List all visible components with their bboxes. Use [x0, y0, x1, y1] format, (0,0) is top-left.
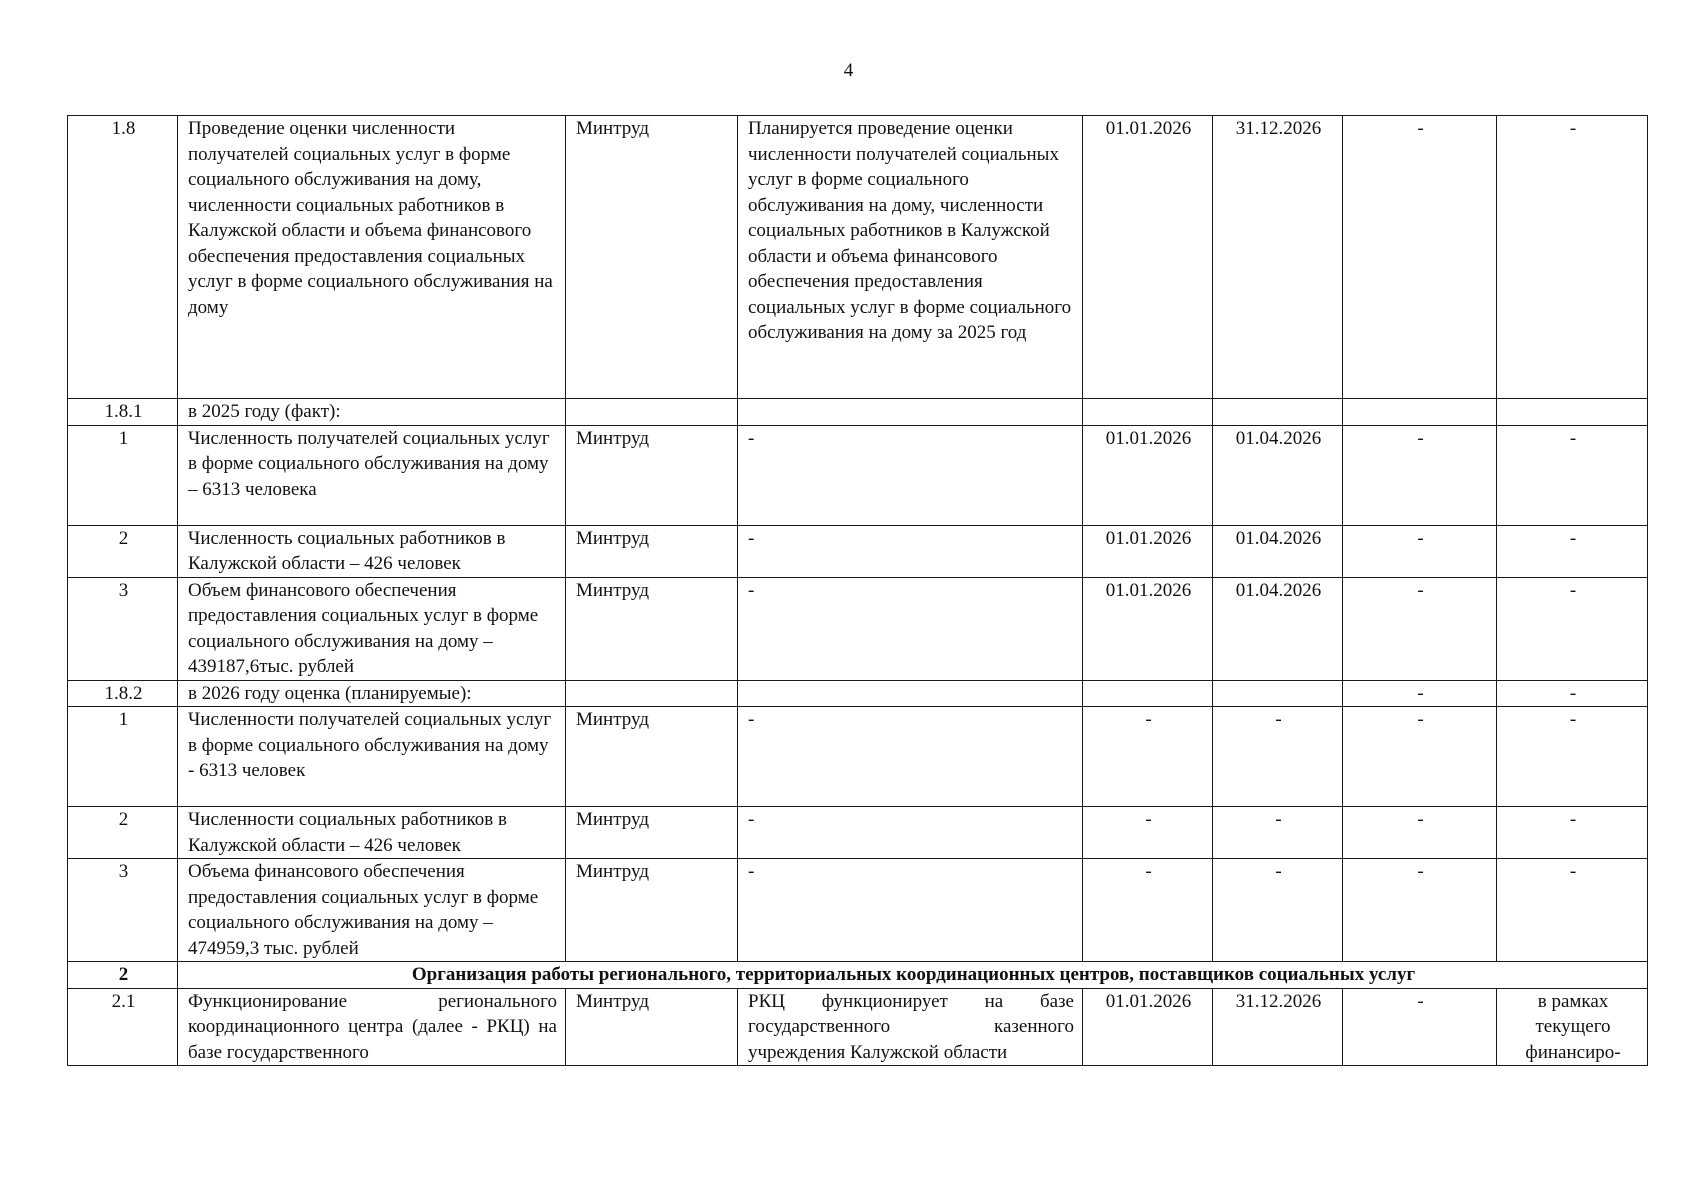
measure-name: Численность социальных работников в Калужской области – 426 человек	[178, 525, 566, 577]
column-8-value: в рамках текущего финансиро-	[1497, 988, 1648, 1066]
column-8-value: -	[1497, 525, 1648, 577]
end-date: -	[1213, 807, 1343, 859]
start-date	[1083, 680, 1213, 707]
result: -	[738, 859, 1083, 962]
end-date: 31.12.2026	[1213, 116, 1343, 399]
column-8-value: -	[1497, 680, 1648, 707]
row-number: 3	[68, 577, 178, 680]
start-date	[1083, 399, 1213, 426]
table-row	[68, 525, 1648, 577]
column-7-value: -	[1343, 577, 1497, 680]
section-header-row	[68, 962, 1648, 989]
end-date: 01.04.2026	[1213, 525, 1343, 577]
executor: Минтруд	[566, 577, 738, 680]
table-row	[68, 707, 1648, 807]
table-row	[68, 116, 1648, 399]
row-number: 2	[68, 525, 178, 577]
row-number: 1.8.2	[68, 680, 178, 707]
start-date: -	[1083, 707, 1213, 807]
row-number: 2	[68, 807, 178, 859]
row-number: 1	[68, 425, 178, 525]
table-row	[68, 399, 1648, 426]
end-date: -	[1213, 859, 1343, 962]
end-date: 01.04.2026	[1213, 577, 1343, 680]
measure-name: Объем финансового обеспечения предоставления социальных услуг в форме социального обслуживания на дому – 439187,6тыс. рублей	[178, 577, 566, 680]
start-date: 01.01.2026	[1083, 116, 1213, 399]
start-date: -	[1083, 859, 1213, 962]
section-number: 2	[68, 962, 178, 989]
start-date: -	[1083, 807, 1213, 859]
table-row	[68, 807, 1648, 859]
column-8-value: -	[1497, 116, 1648, 399]
result: -	[738, 577, 1083, 680]
result	[738, 680, 1083, 707]
measure-name: Проведение оценки численности получателей социальных услуг в форме социального обслуживания на дому, численности социальных работников в Калужской области и объема финансового обеспечения предоставления социальных услуг в форме социального обслуживания на дому	[178, 116, 566, 399]
start-date: 01.01.2026	[1083, 425, 1213, 525]
column-7-value: -	[1343, 707, 1497, 807]
column-8-value: -	[1497, 859, 1648, 962]
end-date: 31.12.2026	[1213, 988, 1343, 1066]
measure-name: Численность получателей социальных услуг в форме социального обслуживания на дому – 6313 человека	[178, 425, 566, 525]
measure-name: Численности социальных работников в Калужской области – 426 человек	[178, 807, 566, 859]
result	[738, 399, 1083, 426]
column-7-value: -	[1343, 680, 1497, 707]
row-number: 1.8.1	[68, 399, 178, 426]
row-number: 2.1	[68, 988, 178, 1066]
result: -	[738, 425, 1083, 525]
column-8-value: -	[1497, 707, 1648, 807]
executor: Минтруд	[566, 988, 738, 1066]
column-8-value: -	[1497, 807, 1648, 859]
executor: Минтруд	[566, 116, 738, 399]
table-row	[68, 425, 1648, 525]
measure-name: в 2026 году оценка (планируемые):	[178, 680, 566, 707]
start-date: 01.01.2026	[1083, 577, 1213, 680]
result: РКЦ функционирует на базе государственного казенного учреждения Калужской области	[738, 988, 1083, 1066]
executor: Минтруд	[566, 859, 738, 962]
column-7-value: -	[1343, 988, 1497, 1066]
page-number: 4	[843, 60, 854, 81]
table-row	[68, 680, 1648, 707]
table-row	[68, 859, 1648, 962]
start-date: 01.01.2026	[1083, 525, 1213, 577]
table-row	[68, 577, 1648, 680]
column-8-value	[1497, 399, 1648, 426]
column-7-value: -	[1343, 859, 1497, 962]
executor	[566, 399, 738, 426]
column-7-value: -	[1343, 116, 1497, 399]
measure-name: Объема финансового обеспечения предоставления социальных услуг в форме социального обслуживания на дому –474959,3 тыс. рублей	[178, 859, 566, 962]
row-number: 3	[68, 859, 178, 962]
result: -	[738, 707, 1083, 807]
end-date	[1213, 680, 1343, 707]
column-7-value	[1343, 399, 1497, 426]
column-7-value: -	[1343, 525, 1497, 577]
executor: Минтруд	[566, 807, 738, 859]
executor	[566, 680, 738, 707]
row-number: 1	[68, 707, 178, 807]
measure-name: Численности получателей социальных услуг в форме социального обслуживания на дому - 6313 человек	[178, 707, 566, 807]
row-number: 1.8	[68, 116, 178, 399]
start-date: 01.01.2026	[1083, 988, 1213, 1066]
result: Планируется проведение оценки численности получателей социальных услуг в форме социального обслуживания на дому, численности социальных работников в Калужской области и объема финансового обеспечения предоставления социальных услуг в форме социального обслуживания на дому за 2025 год	[738, 116, 1083, 399]
column-7-value: -	[1343, 807, 1497, 859]
executor: Минтруд	[566, 425, 738, 525]
end-date: 01.04.2026	[1213, 425, 1343, 525]
executor: Минтруд	[566, 525, 738, 577]
measures-table	[67, 115, 1648, 1066]
section-title: Организация работы регионального, территориальных координационных центров, поставщиков социальных услуг	[178, 962, 1648, 989]
measure-name: в 2025 году (факт):	[178, 399, 566, 426]
executor: Минтруд	[566, 707, 738, 807]
measure-name: Функционирование регионального координационного центра (далее - РКЦ) на базе государственного	[178, 988, 566, 1066]
end-date	[1213, 399, 1343, 426]
result: -	[738, 807, 1083, 859]
column-8-value: -	[1497, 425, 1648, 525]
table-row	[68, 988, 1648, 1066]
column-8-value: -	[1497, 577, 1648, 680]
result: -	[738, 525, 1083, 577]
end-date: -	[1213, 707, 1343, 807]
column-7-value: -	[1343, 425, 1497, 525]
